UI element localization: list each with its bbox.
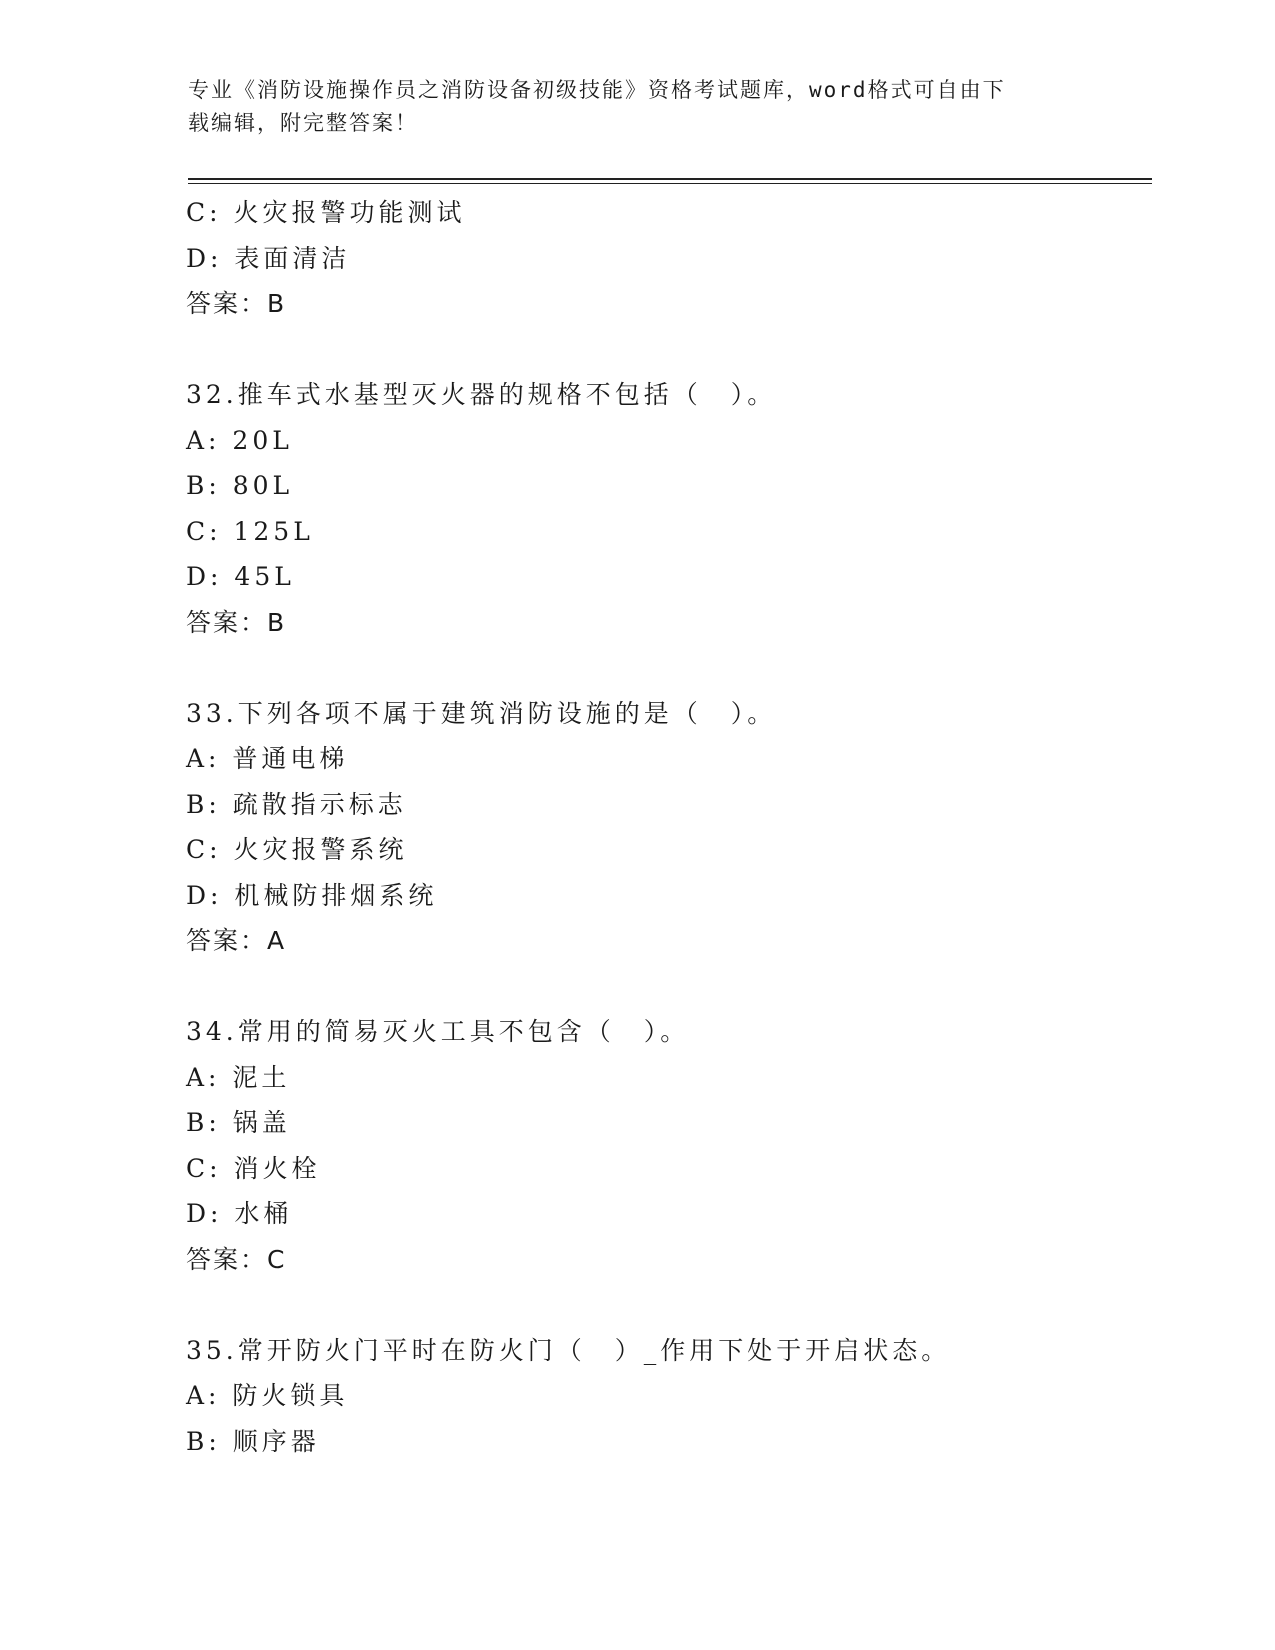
document-header [188,74,1068,140]
question-text: 32.推车式水基型灭火器的规格不包括（ ）。 [186,380,777,409]
option-d: D: 45L [186,562,295,591]
spacer [186,964,1146,1010]
question-text: 35.常开防火门平时在防火门（ ）_作用下处于开启状态。 [186,1335,951,1365]
option-b: B: 80L [186,471,294,500]
option-c: C: 125L [186,516,314,546]
spacer [186,645,1146,691]
answer: 答案：B [186,289,287,318]
option-d: D: 水桶 [186,1199,293,1228]
option-c: C: 火灾报警系统 [186,835,408,864]
option-b: B: 疏散指示标志 [186,789,407,819]
question-32 [186,372,1146,645]
spacer [186,327,1146,373]
answer: 答案：B [186,607,287,637]
option-d: D: 机械防排烟系统 [186,880,438,910]
answer: 答案：A [186,926,287,955]
header-divider-thick [188,178,1152,180]
option-b: B: 锅盖 [186,1108,291,1137]
option-c: C: 火灾报警功能测试 [186,198,466,227]
option-d: D: 表面清洁 [186,243,351,273]
question-text: 33.下列各项不属于建筑消防设施的是（ ）。 [186,698,777,728]
option-c: C: 消火栓 [186,1153,321,1183]
answer: 答案：C [186,1244,287,1274]
option-a: A: 泥土 [186,1062,291,1092]
spacer [186,1282,1146,1328]
option-a: A: 防火锁具 [186,1381,349,1410]
header-line-1: 专业《消防设施操作员之消防设备初级技能》资格考试题库，word格式可自由下 [188,78,1006,102]
option-a: A: 普通电梯 [186,744,349,773]
header-divider-thin [188,183,1152,184]
option-a: A: 20L [186,425,293,455]
question-text: 34.常用的简易灭火工具不包含（ ）。 [186,1017,690,1046]
question-list [186,190,1146,1464]
question-fragment [186,190,1146,327]
header-line-2: 载编辑，附完整答案！ [188,111,418,135]
question-35 [186,1328,1146,1465]
question-34 [186,1009,1146,1282]
option-b: B: 顺序器 [186,1426,320,1456]
question-33 [186,691,1146,964]
